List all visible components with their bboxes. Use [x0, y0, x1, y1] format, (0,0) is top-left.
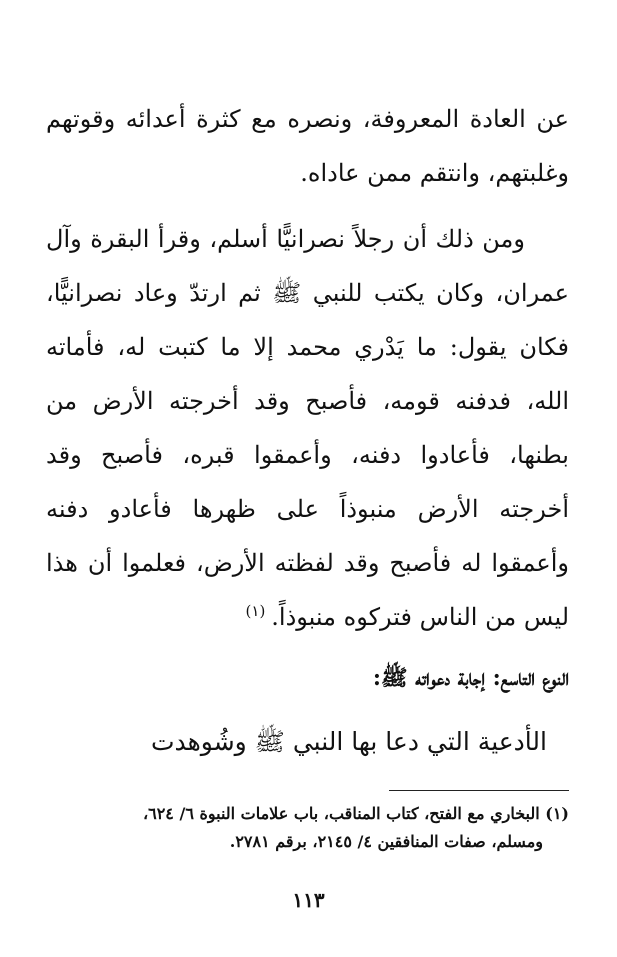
page-number: ١١٣ [292, 888, 325, 912]
section-first-line: الأدعية التي دعا بها النبي ﷺ وشُوهدت [150, 727, 547, 756]
footnote-marker: (١) [245, 602, 266, 620]
paragraph-2-text: ومن ذلك أن رجلاً نصرانيًّا أسلم، وقرأ البقرة وآل عمران، وكان يكتب للنبي ﷺ ثم ارتدّ وعاد نصرانيًّا، فكان يقول: ما يَدْري محمد إلا ما كتبت له، فأماته الله، فدفنه قومه، فأصبح وقد أخرجته الأرض من بطنها، فأعادوا دفنه، وأعمقوا قبره، فأصبح وقد أخرجته الأرض منبوذاً على ظهرها فأعادو دفنه وأعمقوا له فأصبح وقد لفظته الأرض، فعلموا أن هذا ليس من الناس فتركوه منبوذاً. [46, 225, 569, 631]
footnote-line-2: ومسلم، صفات المنافقين ٤/ ٢١٤٥، برقم ٢٧٨١. [229, 832, 543, 851]
section-heading: النوع التاسع: إجابة دعواته ﷺ: [372, 665, 569, 691]
paragraph-1-text: عن العادة المعروفة، ونصره مع كثرة أعدائه وقوتهم وغلبتهم، وانتقم ممن عاداه. [46, 105, 569, 187]
footnotes [46, 800, 569, 856]
footnote-separator [389, 790, 569, 791]
main-text [46, 92, 569, 644]
paragraph-2 [46, 212, 569, 644]
paragraph-1 [46, 92, 569, 200]
footnote-line-1: (١) البخاري مع الفتح، كتاب المناقب، باب علامات النبوة ٦/ ٦٢٤، [142, 804, 569, 823]
